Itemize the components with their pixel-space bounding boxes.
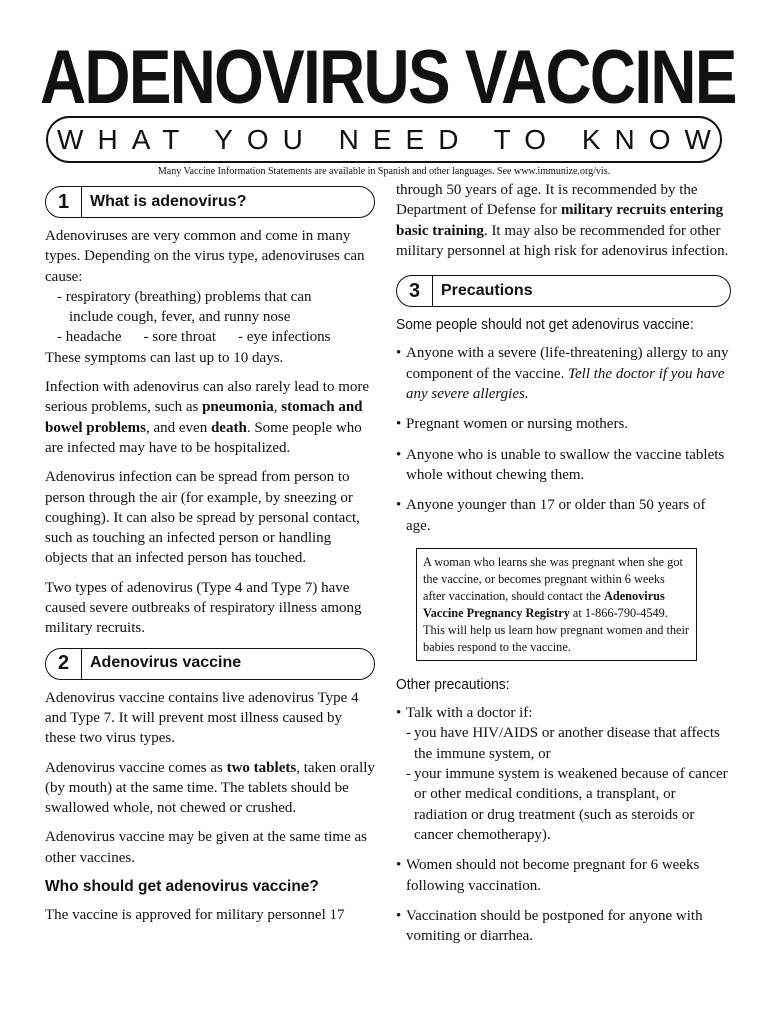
- bullet-text: Vaccination should be postponed for anyone with vomiting or diarrhea.: [406, 907, 703, 945]
- symptom-headache: - headache: [57, 329, 122, 346]
- pregnancy-registry-box: [416, 548, 697, 661]
- bullet-text: Anyone who is unable to swallow the vaccine tablets whole without chewing them.: [406, 446, 725, 483]
- symptom-sore-throat: - sore throat: [143, 329, 217, 346]
- bullet-dot: •: [396, 345, 402, 362]
- page-title: ADENOVIRUS VACCINE: [40, 35, 736, 120]
- bullet-text: Anyone younger than 17 or older than 50 years of age.: [406, 497, 706, 534]
- precaution-item: [396, 906, 731, 947]
- availability-note: Many Vaccine Information Statements are available in Spanish and other languages. See www.immunize.org/vis.: [157, 166, 611, 177]
- section-title: Adenovirus vaccine: [90, 654, 242, 672]
- italic-text: Tell the doctor if you have any severe allergies.: [406, 365, 725, 403]
- section-number: 1: [46, 187, 82, 217]
- symptom-eye: - eye infections: [238, 329, 331, 346]
- left-column: [45, 180, 375, 926]
- condition-text: you have HIV/AIDS or another disease that affects the immune system, or: [414, 725, 720, 762]
- precaution-item: [396, 495, 731, 536]
- bullet-dot: •: [396, 497, 402, 514]
- bullet-text: Women should not become pregnant for 6 weeks following vaccination.: [406, 857, 700, 894]
- other-precautions-lead: Other precautions:: [396, 675, 510, 693]
- bullet-dot: •: [396, 446, 402, 463]
- bold-text: military recruits entering basic training: [396, 202, 724, 239]
- precaution-item: [396, 414, 731, 434]
- section-number: 3: [397, 276, 433, 306]
- precaution-item: [396, 343, 731, 404]
- bold-text: pneumonia: [202, 399, 274, 416]
- text-run: , and even: [145, 419, 211, 436]
- bold-text: Adenovirus Vaccine Pregnancy Registry: [423, 588, 665, 620]
- section-number: 2: [46, 649, 82, 679]
- text-run: Anyone with a severe (life-threatening) allergy to any component of the vaccine.: [406, 345, 729, 382]
- section-1-paragraph-3: Adenovirus infection can be spread from person to person through the air (for example, by sneezing or coughing). It can also be spread by personal contact, such as touching an infected person or handling objects that an infected person has touched.: [45, 469, 360, 567]
- section-1-paragraph-2: [45, 377, 375, 458]
- text-run: . It may also be recommended for other military personnel at high risk for adenovirus infection.: [396, 222, 729, 259]
- symptom-respiratory-detail: include cough, fever, and runny nose: [69, 309, 291, 326]
- bullet-text: [406, 343, 731, 404]
- doctor-condition: [396, 723, 731, 764]
- section-2-paragraph-2: [45, 758, 375, 819]
- text-run: at 1-866-790-4549. This will help us learn how pregnant women and their babies respond to the vaccine.: [423, 605, 690, 654]
- section-1-paragraph-4: Two types of adenovirus (Type 4 and Type 7) have caused severe outbreaks of respiratory illness among military recruits.: [45, 579, 362, 637]
- who-should-heading: Who should get adenovirus vaccine?: [45, 878, 319, 896]
- who-should-text-continued: [396, 180, 731, 261]
- doctor-condition: [396, 764, 731, 845]
- section-1-header: [45, 186, 375, 218]
- symptom-duration: These symptoms can last up to 10 days.: [45, 349, 284, 366]
- page-subtitle: WHAT YOU NEED TO KNOW: [46, 116, 722, 163]
- text-run: , taken orally (by mouth) at the same time. The tablets should be swallowed whole, not chewed or crushed.: [45, 759, 375, 817]
- section-2-paragraph-1: Adenovirus vaccine contains live adenovirus Type 4 and Type 7. It will prevent most illness caused by these two virus types.: [45, 689, 359, 747]
- bullet-dot: •: [396, 416, 402, 433]
- section-1-intro: Adenoviruses are very common and come in many types. Depending on the virus type, adenoviruses can cause:: [45, 228, 365, 285]
- section-2-paragraph-3: Adenovirus vaccine may be given at the same time as other vaccines.: [45, 829, 367, 866]
- bold-text: two tablets: [226, 759, 297, 776]
- precaution-item: [396, 445, 731, 486]
- who-should-text-start: The vaccine is approved for military personnel 17: [45, 907, 345, 924]
- dash-marker: -: [406, 725, 411, 742]
- bullet-text: Talk with a doctor if:: [406, 705, 533, 722]
- text-run: A woman who learns she was pregnant when she got the vaccine, or becomes pregnant within 6 weeks after vaccination, should contact the: [423, 554, 683, 603]
- dash-marker: -: [406, 766, 411, 783]
- symptom-respiratory: - respiratory (breathing) problems that can: [57, 288, 312, 305]
- bold-text: death: [210, 419, 247, 436]
- section-title: What is adenovirus?: [90, 192, 247, 210]
- bold-text: stomach and bowel problems: [45, 399, 363, 436]
- precautions-lead: Some people should not get adenovirus vaccine:: [396, 316, 694, 334]
- section-3-header: [396, 275, 731, 307]
- section-title: Precautions: [441, 282, 533, 300]
- text-run: Infection with adenovirus can also rarely lead to more serious problems, such as: [45, 379, 370, 416]
- bullet-dot: •: [396, 705, 402, 722]
- condition-text: your immune system is weakened because of cancer or other medical conditions, a transplant, or radiation or drug treatment (such as steroids or cancer chemotherapy).: [414, 766, 728, 843]
- section-2-header: [45, 648, 375, 680]
- text-run: Adenovirus vaccine comes as: [45, 759, 227, 776]
- text-run: through 50 years of age. It is recommended by the Department of Defense for: [396, 182, 698, 219]
- right-column: [396, 180, 731, 956]
- text-run: . Some people who are infected may have to be hospitalized.: [45, 419, 362, 456]
- precaution-item: [396, 855, 731, 896]
- symptom-list: [45, 287, 375, 328]
- bullet-dot: •: [396, 857, 402, 874]
- bullet-text: Pregnant women or nursing mothers.: [406, 416, 629, 433]
- text-run: ,: [273, 399, 282, 416]
- bullet-dot: •: [396, 907, 402, 924]
- symptom-row: [45, 327, 375, 347]
- precaution-item: [396, 703, 731, 723]
